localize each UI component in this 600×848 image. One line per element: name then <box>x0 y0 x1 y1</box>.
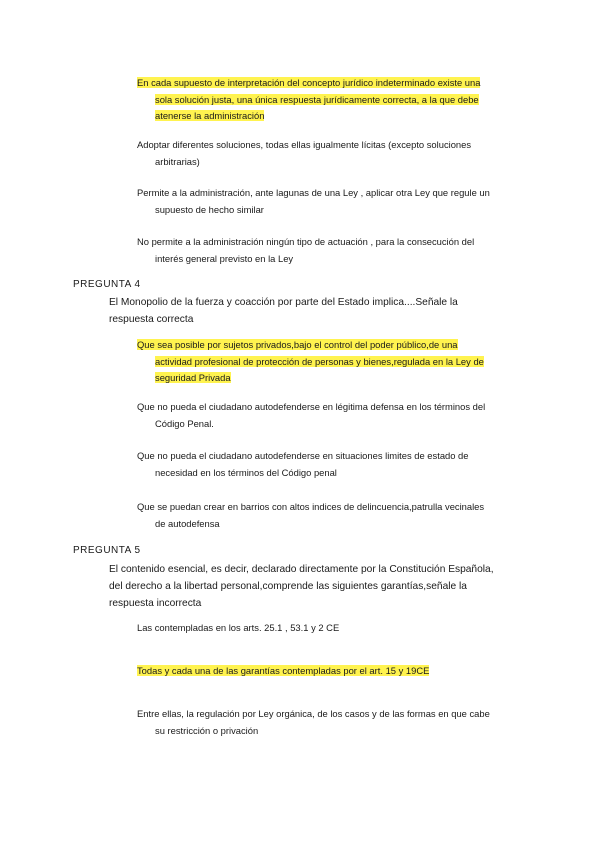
q5-option-3: Entre ellas, la regulación por Ley orgánica, de los casos y de las formas en que cabe su restricción o privación <box>137 708 490 736</box>
q4-option-4: Que se puedan crear en barrios con altos indices de delincuencia,patrulla vecinales de autodefensa <box>137 501 485 529</box>
q3-option-4: No permite a la administración ningún tipo de actuación , para la consecución del interés general previsto en la Ley <box>137 236 475 264</box>
q5-option-1: Las contempladas en los arts. 25.1 , 53.1 y 2 CE <box>137 622 340 633</box>
question-4-header: PREGUNTA 4 <box>73 279 141 290</box>
q3-option-1: En cada supuesto de interpretación del concepto jurídico indeterminado existe una sola solución justa, una única respuesta jurídicamente correcta, a la que debe atenerse la administración <box>137 77 481 121</box>
q3-option-3: Permite a la administración, ante lagunas de una Ley , aplicar otra Ley que regule un supuesto de hecho similar <box>137 187 490 215</box>
question-5-text: El contenido esencial, es decir, declarado directamente por la Constitución Española, del derecho a la libertad personal,comprende las siguientes garantías,señale la respuesta incorrecta <box>109 564 494 609</box>
q4-option-1: Que sea posible por sujetos privados,bajo el control del poder público,de una actividad profesional de protección de personas y bienes,regulada en la Ley de seguridad Privada <box>137 339 484 383</box>
question-4-text: El Monopolio de la fuerza y coacción por parte del Estado implica....Señale la respuesta correcta <box>109 297 458 325</box>
q4-option-3: Que no pueda el ciudadano autodefenderse en situaciones limites de estado de necesidad en los términos del Código penal <box>137 450 469 478</box>
q3-option-2: Adoptar diferentes soluciones, todas ellas igualmente lícitas (excepto soluciones arbitrarias) <box>137 139 472 167</box>
question-5-header: PREGUNTA 5 <box>73 545 141 556</box>
q5-option-2: Todas y cada una de las garantías contempladas por el art. 15 y 19CE <box>137 665 430 676</box>
q4-option-2: Que no pueda el ciudadano autodefenderse en légitima defensa en los términos del Código Penal. <box>137 401 486 429</box>
